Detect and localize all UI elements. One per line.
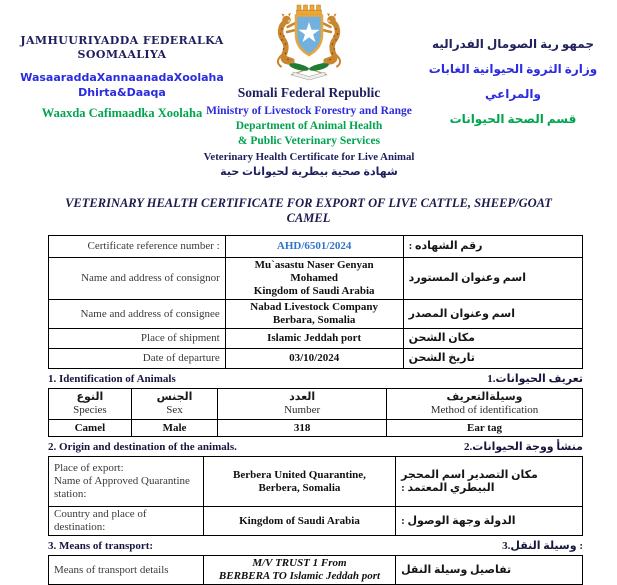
header-center-block [202, 3, 416, 178]
table-header-row [49, 389, 583, 420]
destination-label-ar: الدولة وجهة الوصول : [396, 507, 583, 536]
section-2-title-en: 2. Origin and destination of the animals. [48, 440, 237, 453]
animals-identification-table [48, 388, 583, 437]
table-row [49, 420, 583, 437]
document-title-line2: CAMEL [286, 211, 331, 225]
certificate-subtitle-ar: شهادة صحية بيطرية لحيوانات حية [220, 166, 398, 178]
header-arabic-block [417, 36, 609, 136]
species-header-en: Species [73, 404, 107, 416]
table-row [49, 556, 583, 585]
number-value: 318 [218, 420, 387, 437]
destination-value: Kingdom of Saudi Arabia [203, 507, 395, 536]
cert-ref-label: Certificate reference number : [49, 236, 226, 258]
shipment-place-label-ar: مكان الشحن [403, 329, 582, 349]
certificate-header [0, 0, 617, 192]
section-3-title-en: 3. Means of transport: [48, 539, 154, 552]
consignor-value [225, 258, 403, 300]
section-1-title-en: 1. Identification of Animals [48, 372, 176, 385]
species-header [49, 389, 132, 420]
place-of-export-label-line2: Name of Approved Quarantine [54, 475, 190, 487]
certificate-details-table [48, 235, 583, 369]
somali-republic-title-line1: JAMHUURIYADDA FEDERALKA [20, 34, 224, 47]
means-of-transport-table [48, 555, 583, 585]
somali-ministry-line1: WasaaraddaXannaanadaXoolaha [20, 71, 224, 84]
table-row [49, 236, 583, 258]
quarantine-station-value-line1: Berbera United Quarantine, [233, 468, 366, 481]
departure-date-value: 03/10/2024 [225, 349, 403, 369]
document-title-line1: VETERINARY HEALTH CERTIFICATE FOR EXPORT OF LIVE CATTLE, SHEEP/GOAT [65, 196, 552, 210]
ministry-line: Ministry of Livestock Forestry and Range [206, 105, 412, 117]
table-row [49, 457, 583, 507]
number-header-en: Number [284, 404, 321, 416]
somalia-coat-of-arms-icon [265, 3, 353, 83]
method-value: Ear tag [387, 420, 583, 437]
number-header [218, 389, 387, 420]
arabic-ministry-line1: وزارة الثروة الحيوانية الغابات [428, 62, 598, 76]
quarantine-station-value [203, 457, 395, 507]
consignor-label: Name and address of consignor [49, 258, 226, 300]
destination-label: Country and place of destination: [49, 507, 204, 536]
section-3-title-ar: 3.وسيلة النقل : [502, 540, 583, 552]
consignor-label-ar: اسم وعنوان المستورد [403, 258, 582, 300]
section-1-title-ar: 1.تعريف الحيوانات [487, 373, 583, 385]
consignee-value [225, 300, 403, 329]
method-header-ar: وسيلةالتعريف [446, 391, 523, 403]
section-1-heading [48, 372, 583, 385]
table-row [49, 507, 583, 536]
somali-ministry-line2: Dhirta&Daaqa [78, 86, 166, 99]
quarantine-station-value-line2: Berbera, Somalia [258, 481, 341, 494]
sex-value: Male [131, 420, 218, 437]
consignee-value-line1: Nabad Livestock Company [250, 301, 379, 313]
consignee-label-ar: اسم وعنوان المصدر [403, 300, 582, 329]
number-header-ar: العدد [289, 391, 316, 403]
arabic-department-line: قسم الصحة الحيوانات [449, 112, 577, 126]
consignor-value-line2: Kingdom of Saudi Arabia [253, 285, 375, 297]
arabic-ministry-line2: والمراعي [484, 87, 542, 101]
shipment-place-label: Place of shipment [49, 329, 226, 349]
section-2-heading [48, 440, 583, 453]
consignor-value-line1: Mu`asastu Naser Genyan Mohamed [254, 259, 374, 284]
section-2-title-ar: 2.منشأ ووجة الحيوانات [464, 441, 583, 453]
transport-details-label-ar: تفاصيل وسيلة النقل [396, 556, 583, 585]
sex-header-ar: الجنس [156, 391, 193, 403]
cert-ref-label-ar: رقم الشهاده : [403, 236, 582, 258]
species-header-ar: النوع [76, 391, 104, 403]
table-row [49, 258, 583, 300]
departure-date-label-ar: تاريخ الشحن [403, 349, 582, 369]
origin-destination-table [48, 456, 583, 536]
certificate-subtitle-en: Veterinary Health Certificate for Live Animal [203, 151, 415, 163]
transport-details-value [203, 556, 395, 585]
cert-ref-value: AHD/6501/2024 [225, 236, 403, 258]
shipment-place-value: Islamic Jeddah port [225, 329, 403, 349]
consignee-label: Name and address of consignee [49, 300, 226, 329]
place-of-export-label [49, 457, 204, 507]
consignee-value-line2: Berbara, Somalia [272, 314, 356, 326]
arabic-republic-line: جمهو رية الصومال الفدراليه [431, 37, 595, 51]
department-line: Department of Animal Health [235, 120, 383, 132]
table-row [49, 300, 583, 329]
sex-header [131, 389, 218, 420]
somali-federal-republic-title: Somali Federal Republic [237, 85, 381, 100]
place-of-export-label-line3: station: [54, 488, 87, 500]
document-title [28, 196, 589, 226]
species-value: Camel [49, 420, 132, 437]
table-row [49, 329, 583, 349]
somali-department-line: Waaxda Cafimaadka Xoolaha [41, 106, 203, 120]
sex-header-en: Sex [166, 404, 183, 416]
section-3-heading [48, 539, 583, 552]
place-of-export-label-ar: مكان التصدير اسم المحجر البيطري المعتمد : [396, 457, 583, 507]
method-header-en: Method of identification [430, 404, 539, 416]
header-somali-block [14, 34, 230, 121]
somali-republic-title-line2: SOOMAALIYA [77, 48, 167, 61]
public-veterinary-line: & Public Veterinary Services [237, 135, 381, 147]
method-header [387, 389, 583, 420]
transport-details-value-line2: BERBERA TO Islamic Jeddah port [218, 570, 381, 582]
departure-date-label: Date of departure [49, 349, 226, 369]
transport-details-value-line1: M/V TRUST 1 From [252, 557, 347, 569]
place-of-export-label-line1: Place of export: [54, 462, 124, 474]
transport-details-label: Means of transport details [49, 556, 204, 585]
table-row [49, 349, 583, 369]
